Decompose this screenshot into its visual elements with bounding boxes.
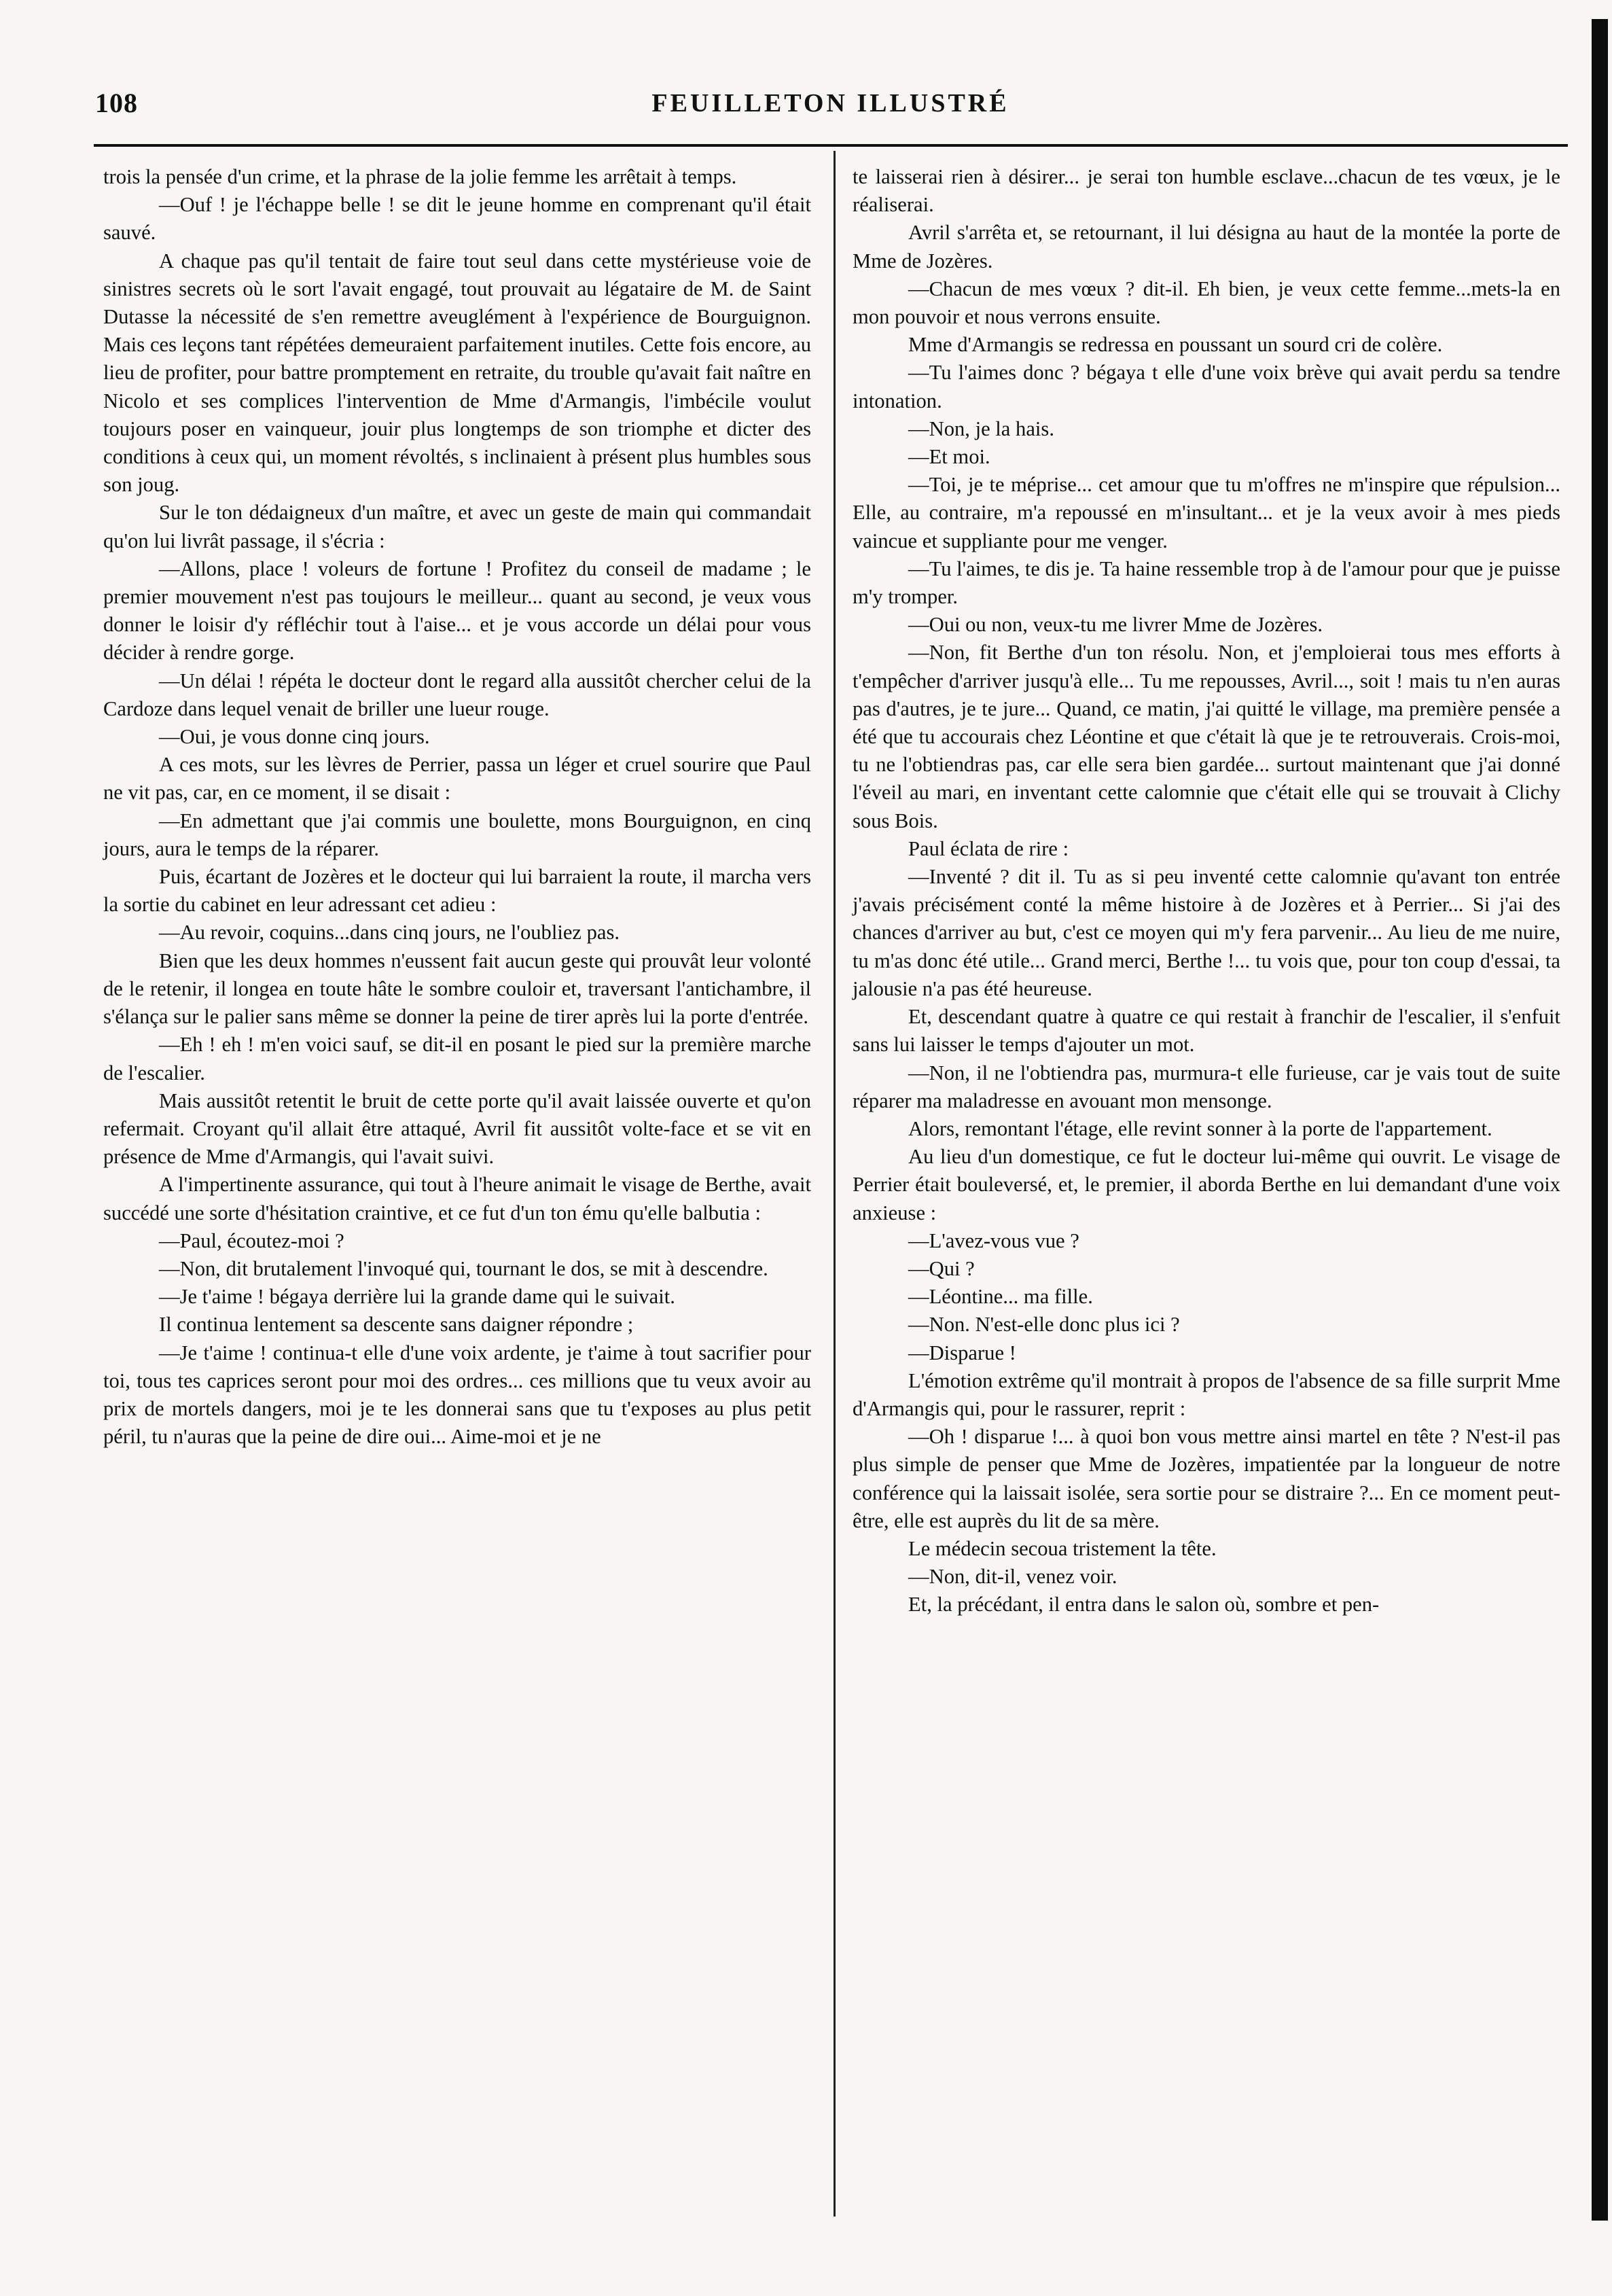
paragraph: L'émotion extrême qu'il montrait à propos de l'absence de sa fille surprit Mme d'Armangis qui, pour le rassurer, reprit : <box>853 1368 1560 1420</box>
paragraph: —Non, je la hais. <box>908 417 1054 440</box>
paragraph: —Je t'aime ! continua-t elle d'une voix ardente, je t'aime à tout sacrifier pour toi, tous tes caprices seront pour moi des ordres... ces millions que tu veux avoir au prix de mortels dangers, moi je te les donnerai sans que tu t'exposes au plus petit péril, tu n'auras que la peine de dire oui... Aime-moi et je ne <box>103 1341 811 1449</box>
paragraph: Puis, écartant de Jozères et le docteur qui lui barraient la route, il marcha vers la sortie du cabinet en leur adressant cet adieu : <box>103 865 811 917</box>
column-divider <box>834 151 836 2216</box>
header-rule <box>94 144 1568 147</box>
paragraph: Sur le ton dédaigneux d'un maître, et avec un geste de main qui commandait qu'on lui livrât passage, il s'écria : <box>103 501 811 552</box>
paragraph: —Chacun de mes vœux ? dit-il. Eh bien, je veux cette femme...mets-la en mon pouvoir et nous verrons ensuite. <box>853 277 1560 329</box>
paragraph: —Et moi. <box>908 445 990 469</box>
paragraph: —Eh ! eh ! m'en voici sauf, se dit-il en posant le pied sur la première marche de l'escalier. <box>103 1033 811 1084</box>
paragraph: —Allons, place ! voleurs de fortune ! Profitez du conseil de madame ; le premier mouvement n'est pas toujours le meilleur... quant au second, je veux vous donner le loisir d'y réfléchir tout à l'aise... et je vous accorde un délai pour vous décider à rendre gorge. <box>103 557 811 665</box>
paragraph: —Oui ou non, veux-tu me livrer Mme de Jozères. <box>908 613 1323 637</box>
paragraph: —Non, dit brutalement l'invoqué qui, tournant le dos, se mit à descendre. <box>159 1256 768 1280</box>
paragraph: —Non. N'est-elle donc plus ici ? <box>908 1313 1180 1337</box>
page-edge-bar <box>1592 19 1608 2221</box>
paragraph: —Ouf ! je l'échappe belle ! se dit le jeune homme en comprenant qu'il était sauvé. <box>103 193 811 245</box>
paragraph: —Au revoir, coquins...dans cinq jours, ne l'oubliez pas. <box>159 921 620 944</box>
paragraph: —Inventé ? dit il. Tu as si peu inventé cette calomnie qu'avant ton entrée j'avais précisément conté la même histoire à de Jozères et à Perrier... Si j'ai des chances d'arriver au but, c'est ce moyen qui m'y fera parvenir... Au lieu de me nuire, tu m'as donc été utile... Grand merci, Berthe !... tu vois que, pour ton coup d'essai, ta jalousie n'a pas été heureuse. <box>853 865 1560 1000</box>
paragraph: Alors, remontant l'étage, elle revint sonner à la porte de l'appartement. <box>908 1116 1492 1140</box>
paragraph: —Un délai ! répéta le docteur dont le regard alla aussitôt chercher celui de la Cardoze dans lequel venait de briller une lueur rouge. <box>103 669 811 720</box>
paragraph: —Oh ! disparue !... à quoi bon vous mettre ainsi martel en tête ? N'est-il pas plus simple de penser que Mme de Jozères, impatientée par la longueur de notre conférence qui la laissait isolée, sera sortie pour se distraire ?... En ce moment peut-être, elle est auprès du lit de sa mère. <box>853 1425 1560 1532</box>
paragraph: —Tu l'aimes, te dis je. Ta haine ressemble trop à de l'amour pour que je puisse m'y tromper. <box>853 557 1560 609</box>
paragraph: —Tu l'aimes donc ? bégaya t elle d'une voix brève qui avait perdu sa tendre intonation. <box>853 361 1560 412</box>
right-column <box>853 163 1560 1619</box>
paragraph: —Non, dit-il, venez voir. <box>908 1565 1117 1589</box>
paragraph: —Léontine... ma fille. <box>908 1285 1093 1309</box>
paragraph: Bien que les deux hommes n'eussent fait aucun geste qui prouvât leur volonté de le retenir, il longea en toute hâte le sombre couloir et, traversant l'antichambre, il s'élança sur le palier sans même se donner la peine de tirer après lui la porte d'entrée. <box>103 949 811 1029</box>
paragraph: —Je t'aime ! bégaya derrière lui la grande dame qui le suivait. <box>159 1285 675 1309</box>
running-title: FEUILLETON ILLUSTRÉ <box>651 89 1009 118</box>
paragraph: Il continua lentement sa descente sans daigner répondre ; <box>159 1313 634 1337</box>
paragraph: Mme d'Armangis se redressa en poussant un sourd cri de colère. <box>908 333 1443 357</box>
paragraph: Mais aussitôt retentit le bruit de cette porte qu'il avait laissée ouverte et qu'on refermait. Croyant qu'il allait être attaqué, Avril fit aussitôt volte-face et se vit en présence de Mme d'Armangis, qui l'avait suivi. <box>103 1089 811 1169</box>
paragraph: —Non, fit Berthe d'un ton résolu. Non, et j'emploierai tous mes efforts à t'empêcher d'arriver jusqu'à elle... Tu me repousses, Avril..., soit ! mais tu n'en auras pas d'autres, je te jure... Quand, ce matin, j'ai quitté le village, ma première pensée a été que tu accourais chez Léontine et que c'était là que je te retrouverais. Crois-moi, tu ne l'obtiendras pas, car elle sera bien gardée... surtout maintenant que j'ai donné l'éveil au mari, en inventant cette calomnie que c'était elle qui se trouvait à Clichy sous Bois. <box>853 641 1560 832</box>
paragraph: A chaque pas qu'il tentait de faire tout seul dans cette mystérieuse voie de sinistres secrets où le sort l'avait engagé, tout prouvait au légataire de M. de Saint Dutasse la nécessité de s'en remettre aveuglément à l'expérience de Bourguignon. Mais ces leçons tant répétées demeuraient parfaitement inutiles. Cette fois encore, au lieu de profiter, pour battre promptement en retraite, du trouble qu'avait fait naître en Nicolo et ses complices l'intervention de Mme d'Armangis, l'imbécile voulut toujours poser en vainqueur, jouir plus longtemps de son triomphe et dicter des conditions à ceux qui, un moment révoltés, s inclinaient à présent plus humbles sous son joug. <box>103 249 811 497</box>
paragraph: A ces mots, sur les lèvres de Perrier, passa un léger et cruel sourire que Paul ne vit pas, car, en ce moment, il se disait : <box>103 753 811 805</box>
page-number: 108 <box>95 88 138 118</box>
paragraph: —Non, il ne l'obtiendra pas, murmura-t elle furieuse, car je vais tout de suite réparer ma maladresse en avouant mon mensonge. <box>853 1061 1560 1112</box>
paragraph: —Qui ? <box>908 1256 975 1280</box>
paragraph: —Paul, écoutez-moi ? <box>159 1229 344 1252</box>
paragraph: Paul éclata de rire : <box>908 836 1069 860</box>
paragraph: —En admettant que j'ai commis une boulette, mons Bourguignon, en cinq jours, aura le temps de la réparer. <box>103 809 811 860</box>
page-header <box>95 87 1566 136</box>
paragraph: Et, descendant quatre à quatre ce qui restait à franchir de l'escalier, il s'enfuit sans lui laisser le temps d'ajouter un mot. <box>853 1005 1560 1057</box>
left-column <box>103 163 811 1451</box>
paragraph: te laisserai rien à désirer... je serai ton humble esclave...chacun de tes vœux, je le réaliserai. <box>853 165 1560 217</box>
paragraph: A l'impertinente assurance, qui tout à l'heure animait le visage de Berthe, avait succédé une sorte d'hésitation craintive, et ce fut d'un ton ému qu'elle balbutia : <box>103 1173 811 1224</box>
paragraph: Avril s'arrêta et, se retournant, il lui désigna au haut de la montée la porte de Mme de Jozères. <box>853 221 1560 272</box>
paragraph: Le médecin secoua tristement la tête. <box>908 1536 1217 1560</box>
paragraph: trois la pensée d'un crime, et la phrase de la jolie femme les arrêtait à temps. <box>103 165 737 188</box>
paragraph: —Disparue ! <box>908 1341 1016 1364</box>
paragraph: Et, la précédant, il entra dans le salon où, sombre et pen- <box>908 1593 1380 1617</box>
paragraph: —Toi, je te méprise... cet amour que tu m'offres ne m'inspire que répulsion... Elle, au contraire, m'a repoussé en m'insultant... et je la veux avoir à mes pieds vaincue et suppliante pour me venger. <box>853 473 1560 552</box>
paragraph: —Oui, je vous donne cinq jours. <box>159 725 430 749</box>
paragraph: Au lieu d'un domestique, ce fut le docteur lui-même qui ouvrit. Le visage de Perrier était bouleversé, et, le premier, il aborda Berthe en lui demandant d'une voix anxieuse : <box>853 1145 1560 1224</box>
paragraph: —L'avez-vous vue ? <box>908 1229 1079 1252</box>
